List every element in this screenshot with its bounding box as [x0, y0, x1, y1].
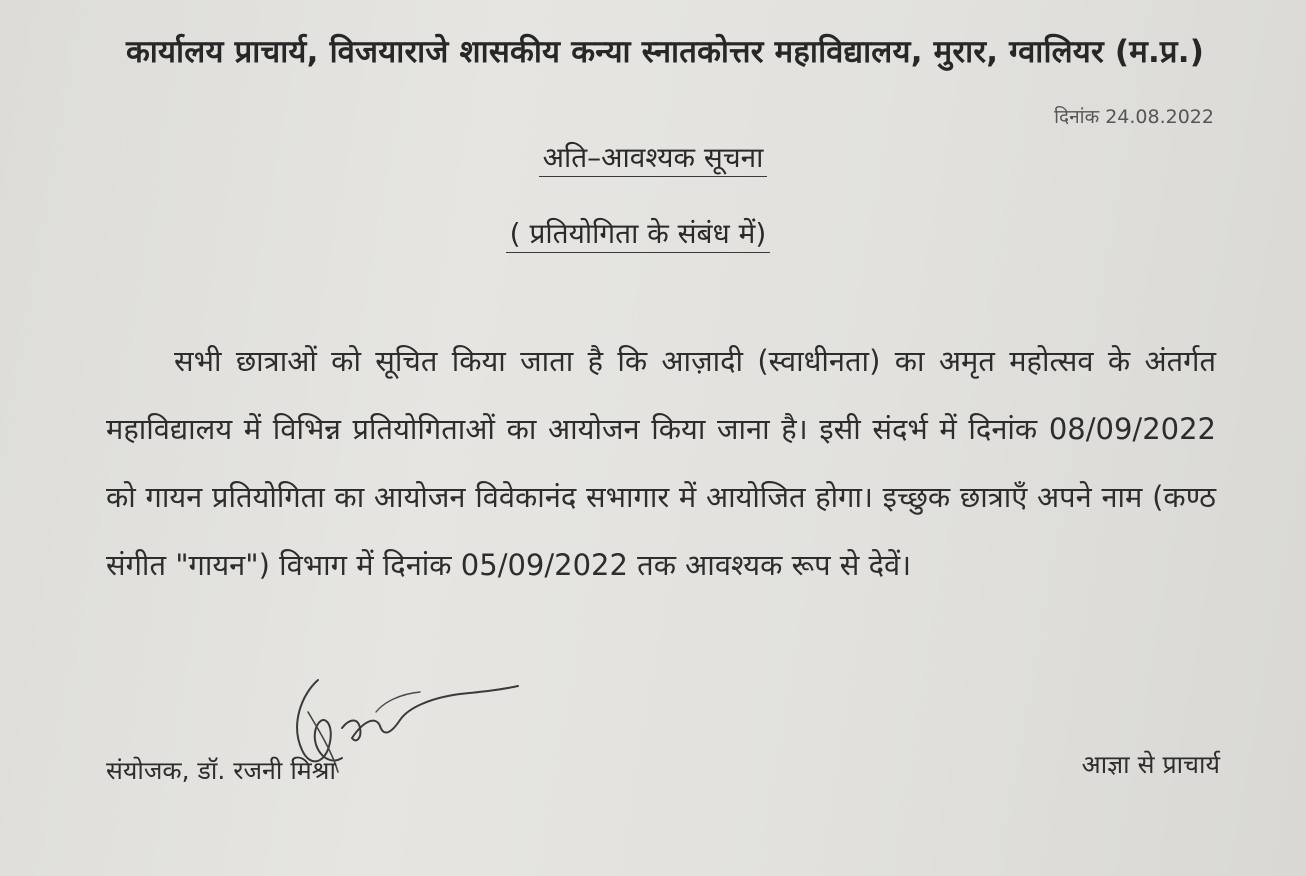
coordinator-signature-line: संयोजक, डॉ. रजनी मिश्रा	[106, 756, 336, 785]
notice-body: सभी छात्राओं को सूचित किया जाता है कि आज़ादी (स्वाधीनता) का अमृत महोत्सव के अंतर्गत महाविद्यालय में विभिन्न प्रतियोगिताओं का आयोजन किया जाना है। इसी संदर्भ में दिनांक 08/09/2022 को गायन प्रतियोगिता का आयोजन विवेकानंद सभागार में आयोजित होगा। इच्छुक छात्राएँ अपने नाम (कण्ठ संगीत "गायन") विभाग में दिनांक 05/09/2022 तक आवश्यक रूप से देवें।	[106, 344, 1216, 582]
notice-subtitle	[0, 214, 1306, 252]
notice-title-text: अति–आवश्यक सूचना	[539, 141, 768, 177]
notice-date: दिनांक 24.08.2022	[1054, 106, 1214, 128]
office-header: कार्यालय प्राचार्य, विजयाराजे शासकीय कन्या स्नातकोत्तर महाविद्यालय, मुरार, ग्वालियर (म.प्र.)	[126, 34, 1205, 70]
notice-title	[0, 138, 1306, 176]
principal-authority-line: आज्ञा से प्राचार्य	[1081, 750, 1220, 779]
notice-subtitle-text: ( प्रतियोगिता के संबंध में)	[506, 217, 771, 253]
